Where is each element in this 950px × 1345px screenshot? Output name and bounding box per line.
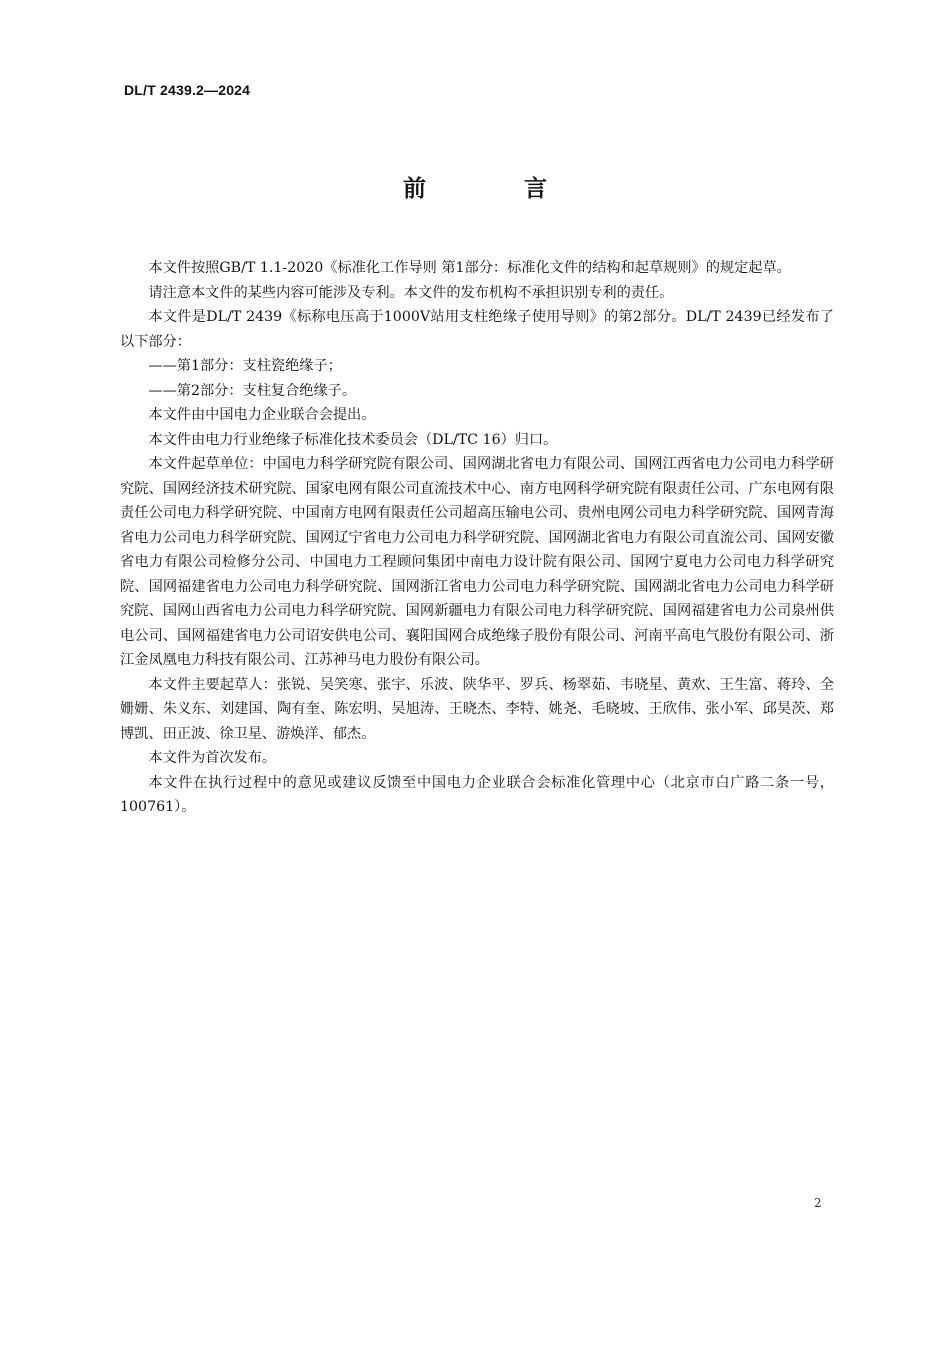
document-code: DL/T 2439.2—2024 xyxy=(124,82,251,98)
foreword-body xyxy=(120,256,834,820)
page-title: 前 言 xyxy=(402,176,592,202)
paragraph-managed-by: 本文件由电力行业绝缘子标准化技术委员会（DL/TC 16）归口。 xyxy=(148,431,558,448)
paragraph-feedback: 本文件在执行过程中的意见或建议反馈至中国电力企业联合会标准化管理中心（北京市白广路二条一号，100761）。 xyxy=(120,774,834,815)
paragraph-first-release: 本文件为首次发布。 xyxy=(148,750,277,766)
paragraph-proposed-by: 本文件由中国电力企业联合会提出。 xyxy=(148,407,376,423)
paragraph-drafting-units: 本文件起草单位：中国电力科学研究院有限公司、国网湖北省电力有限公司、国网江西省电力公司电力科学研究院、国网经济技术研究院、国家电网有限公司直流技术中心、南方电网科学研究院有限责任公司、广东电网有限责任公司电力科学研究院、中国南方电网有限责任公司超高压输电公司、贵州电网公司电力科学研究院、国网青海省电力公司电力科学研究院、国网辽宁省电力公司电力科学研究院、国网湖北省电力有限公司直流公司、国网安徽省电力有限公司检修分公司、中国电力工程顾问集团中南电力设计院有限公司、国网宁夏电力公司电力科学研究院、国网福建省电力公司电力科学研究院、国网浙江省电力公司电力科学研究院、国网湖北省电力公司电力科学研究院、国网山西省电力公司电力科学研究院、国网新疆电力有限公司电力科学研究院、国网福建省电力公司泉州供电公司、国网福建省电力公司诏安供电公司、襄阳国网合成绝缘子股份有限公司、河南平高电气股份有限公司、浙江金凤凰电力科技有限公司、江苏神马电力股份有限公司。 xyxy=(120,456,834,668)
paragraph-drafting-rules: 本文件按照GB/T 1.1-2020《标准化工作导则 第1部分：标准化文件的结构和起草规则》的规定起草。 xyxy=(148,260,791,276)
list-item-part-1: ——第1部分：支柱瓷绝缘子； xyxy=(148,358,342,374)
paragraph-patent-notice: 请注意本文件的某些内容可能涉及专利。本文件的发布机构不承担识别专利的责任。 xyxy=(148,284,674,301)
paragraph-drafters: 本文件主要起草人：张锐、吴笑寒、张宇、乐波、陕华平、罗兵、杨翠茹、韦晓星、黄欢、王生富、蒋玲、全姗姗、朱义东、刘建国、陶有奎、陈宏明、吴旭涛、王晓杰、李特、姚尧、毛晓坡、王欣伟、张小军、邱昊茨、郑博凯、田正波、徐卫星、游焕洋、郁杰。 xyxy=(120,676,834,742)
page-number: 2 xyxy=(814,1196,822,1210)
list-item-part-2: ——第2部分：支柱复合绝缘子。 xyxy=(148,382,357,399)
paragraph-part-info: 本文件是DL/T 2439《标称电压高于1000V站用支柱绝缘子使用导则》的第2部分。DL/T 2439已经发布了以下部分： xyxy=(120,309,834,350)
